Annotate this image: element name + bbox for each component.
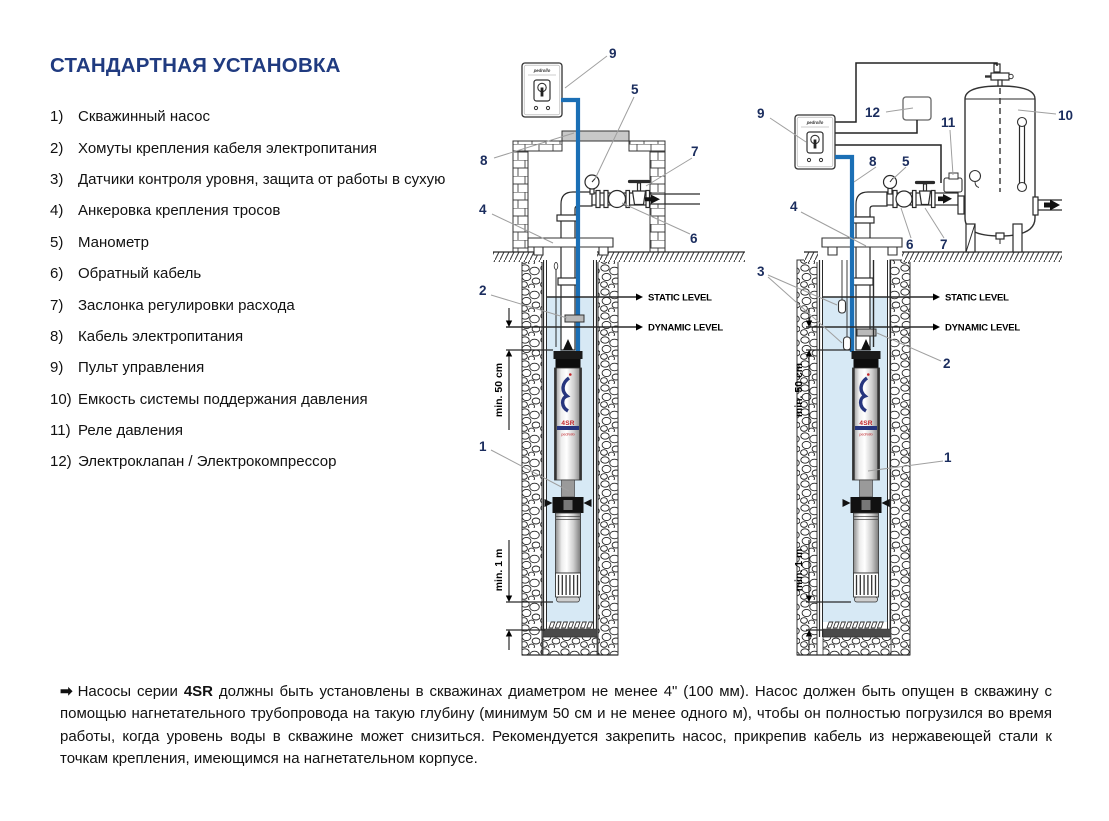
legend-item-label: Датчики контроля уровня, защита от работы в сухую	[78, 170, 446, 188]
min-50cm-label: min. 50 cm	[793, 362, 805, 418]
callout-8: 8	[869, 154, 877, 169]
tank-gauge	[970, 171, 981, 182]
callout-2: 2	[943, 356, 951, 371]
legend-item-number: 2)	[50, 139, 64, 157]
check-valve	[609, 191, 626, 208]
pipe-elbow	[856, 192, 887, 217]
panel-brand: pedrollo	[533, 68, 551, 73]
flange	[913, 191, 917, 208]
legend-item-number: 3)	[50, 170, 64, 188]
tank-top-valve	[991, 73, 1009, 80]
riser-flange	[852, 217, 874, 223]
legend-item-label: Обратный кабель	[78, 265, 202, 283]
parts-legend	[50, 101, 445, 478]
callout-6: 6	[906, 237, 914, 252]
callout-9: 9	[609, 46, 617, 61]
legend-item-label: Электроклапан / Электрокомпрессор	[78, 453, 337, 471]
legend-item-number: 11)	[50, 422, 71, 440]
level-probe	[839, 300, 846, 313]
gate-valve	[920, 191, 931, 205]
callout-11: 11	[941, 115, 956, 130]
legend-item-number: 1)	[50, 108, 64, 126]
tank-drain	[996, 233, 1004, 239]
legend-item-label: Скважинный насос	[78, 108, 210, 126]
legend-item	[50, 352, 445, 383]
legend-item	[50, 258, 445, 289]
callout-5: 5	[631, 82, 639, 97]
pit-brick-wall	[513, 151, 528, 253]
legend-item-number: 8)	[50, 327, 64, 345]
legend-item-number: 5)	[50, 233, 64, 251]
min-50cm-label: min. 50 cm	[493, 362, 505, 418]
min-1m-label: min. 1 m	[793, 548, 805, 592]
flange	[958, 196, 964, 214]
legend-item-label: Анкеровка крепления тросов	[78, 202, 281, 220]
riser-flange	[557, 215, 579, 221]
legend-item	[50, 321, 445, 352]
callout-8: 8	[480, 153, 488, 168]
legend-item	[50, 164, 445, 195]
callout-4: 4	[479, 202, 487, 217]
callout-1: 1	[479, 439, 487, 454]
ground-hatch	[597, 252, 745, 262]
legend-item-label: Манометр	[78, 233, 150, 251]
ground-hatch	[902, 252, 1062, 262]
check-valve	[896, 191, 912, 207]
well-wall-stones	[890, 260, 910, 655]
note-arrow-icon: ➡	[60, 683, 73, 700]
legend-item	[50, 132, 445, 163]
legend-item-label: Реле давления	[78, 422, 184, 440]
dynamic-level-label: DYNAMIC LEVEL	[945, 322, 1020, 334]
note-text-rest: должны быть установлены в скважинах диаметром не менее 4" (100 мм). Насос должен быть опущен в скважину с помощью нагнетательного трубопровода на такую глубину (минимум 50 см и не менее одного м), чтобы он полностью погрузился во время работы, когда уровень воды в скважине может снизиться. Рекомендуется закрепить насос, прикрепив кабель из нержавеющей стали к точкам крепления, имеющимся на нагнетательном корпусе.	[60, 683, 1052, 768]
pit-brick-wall	[629, 141, 665, 151]
callout-9: 9	[757, 106, 765, 121]
flange	[604, 191, 608, 208]
pipe-coupling	[853, 278, 873, 285]
callout-10: 10	[1058, 108, 1074, 123]
pipe-coupling	[558, 278, 578, 285]
callout-5: 5	[902, 154, 910, 169]
legend-item-number: 12)	[50, 453, 72, 471]
callout-12: 12	[865, 105, 881, 120]
pump-model-label: 4SR	[561, 420, 575, 427]
legend-item	[50, 446, 445, 477]
tank-leg	[1013, 224, 1022, 252]
legend-item-number: 4)	[50, 202, 64, 220]
legend-item-number: 6)	[50, 265, 64, 283]
pump-model-label: 4SR	[859, 420, 873, 427]
legend-item	[50, 415, 445, 446]
flange	[1033, 197, 1038, 215]
note-series-name: 4SR	[183, 683, 214, 700]
flow-arrow	[1044, 200, 1060, 211]
min-1m-label: min. 1 m	[493, 548, 505, 592]
gravel-band	[543, 629, 597, 637]
flange	[932, 191, 936, 208]
gate-valve	[633, 191, 646, 205]
left-diagram	[479, 46, 745, 655]
legend-item-number: 7)	[50, 296, 64, 314]
pump-brand-label: pedrollo	[859, 432, 873, 437]
callout-7: 7	[691, 144, 699, 159]
level-gauge-tube	[1020, 126, 1025, 183]
panel-brand: pedrollo	[806, 120, 824, 125]
note-text-start: Насосы серии	[77, 683, 184, 700]
callout-3: 3	[757, 264, 765, 279]
ground-hatch	[804, 252, 818, 262]
legend-item	[50, 384, 445, 415]
callout-1: 1	[944, 450, 952, 465]
legend-item-label: Заслонка регулировки расхода	[78, 296, 295, 314]
legend-item	[50, 289, 445, 320]
well-wall-stones	[598, 260, 618, 655]
right-diagram	[757, 63, 1073, 655]
legend-item-label: Хомуты крепления кабеля электропитания	[78, 139, 377, 157]
legend-item-number: 10)	[50, 390, 72, 408]
well-wall-stones	[522, 260, 542, 655]
pressure-switch	[944, 178, 962, 192]
level-probe	[844, 337, 851, 350]
gravel-row	[827, 622, 883, 628]
static-level-label: STATIC LEVEL	[648, 292, 712, 304]
gravel-band	[823, 629, 891, 637]
legend-item-label: Кабель электропитания	[78, 327, 244, 345]
pump-brand-label: pedrollo	[561, 432, 575, 437]
page-title: СТАНДАРТНАЯ УСТАНОВКА	[50, 54, 341, 77]
legend-item-label: Емкость системы поддержания давления	[78, 390, 368, 408]
legend-item	[50, 101, 445, 132]
static-level-label: STATIC LEVEL	[945, 292, 1009, 304]
dynamic-level-label: DYNAMIC LEVEL	[648, 322, 723, 334]
callout-4: 4	[790, 199, 798, 214]
callout-7: 7	[940, 237, 948, 252]
legend-item	[50, 227, 445, 258]
legend-item-label: Пульт управления	[78, 359, 205, 377]
legend-item-number: 9)	[50, 359, 64, 377]
flange	[596, 191, 600, 208]
pit-cover-slab	[562, 131, 629, 141]
installation-note	[60, 681, 1052, 771]
cable-clamp	[565, 315, 584, 322]
legend-item	[50, 195, 445, 226]
safety-rope	[554, 263, 558, 270]
callout-6: 6	[690, 231, 698, 246]
callout-2: 2	[479, 283, 487, 298]
installation-diagrams	[470, 35, 1100, 670]
